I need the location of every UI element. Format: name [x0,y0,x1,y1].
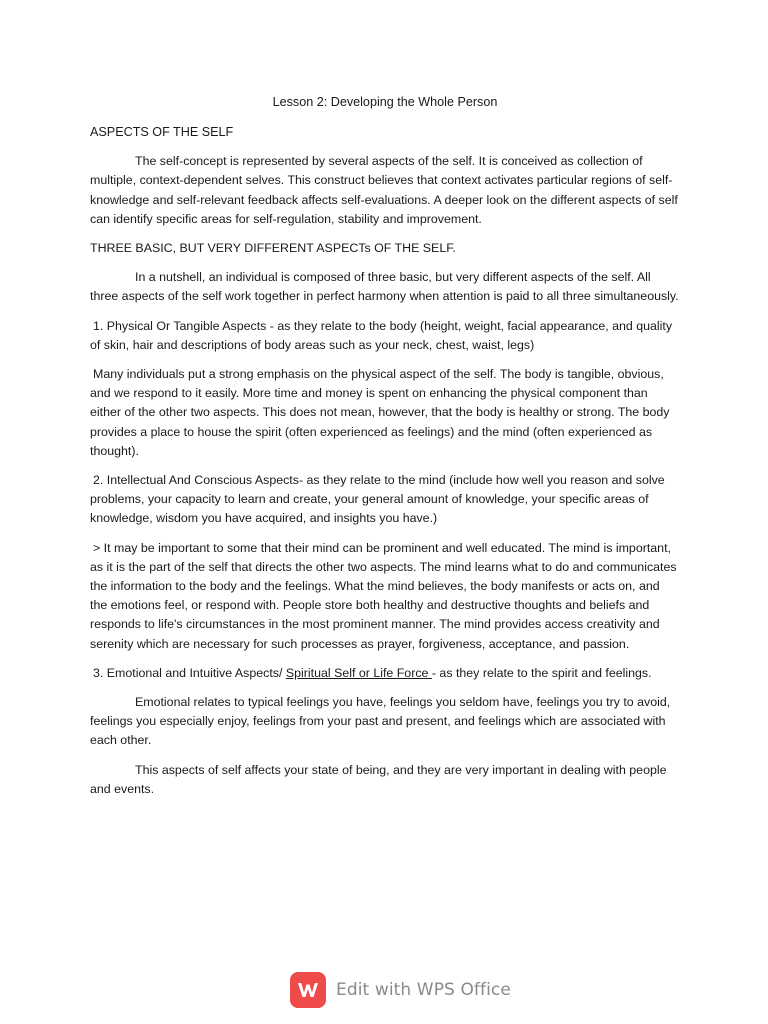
wps-edit-banner[interactable] [290,972,511,1008]
item-number: 1. [93,318,107,333]
intellectual-paragraph: > It may be important to some that their mind can be prominent and well educated. The mind is important, as it is the part of the self that directs the other two aspects. The mind learns what to do and communicates the information to the body and the feelings. What the mind believes, the body manifests or acts on, and the emotions feel, or respond with. People store both healthy and destructive thoughts and beliefs and responds to life's circumstances in the most prominent manner. The mind provides access creativity and serenity which are necessary for such processes as prayer, forgiveness, acceptance, and passion. [90,540,677,651]
subheading [90,239,680,258]
item-label-underlined: Spiritual Self or Life Force [285,665,432,680]
wps-edit-label: Edit with WPS Office [336,980,511,1000]
subheading-punct: . [452,241,456,256]
emotional-paragraph [90,693,680,751]
document-title: Lesson 2: Developing the Whole Person [272,95,498,109]
intro-paragraph: The self-concept is represented by several aspects of the self. It is conceived as collection of multiple, context-dependent selves. This construct believes that context activates particular regions of self-knowledge and self-relevant feedback affects self-evaluations. A deeper look on the different aspects of self can identify specific areas for self-regulation, stability and improvement. [90,154,678,226]
item-label: Physical Or Tangible Aspects [106,318,267,333]
emotional-text: relates to typical feelings you have, feelings you seldom have, feelings you try to avoid, feelings you especially enjoy, feelings from your past and present, and feelings which are associated with each other. [90,695,671,748]
item-label: Intellectual And Conscious Aspects [106,473,299,488]
closing-paragraph: This aspects of self affects your state of being, and they are very important in dealing with people and events. [90,762,667,796]
item-text: - as they relate to the body (height, weight, facial appearance, and quality of skin, hair and descriptions of body areas such as your neck, chest, waist, legs) [90,318,673,352]
nutshell-paragraph: In a nutshell, an individual is composed of three basic, but very different aspects of the self. All three aspects of the self work together in perfect harmony when attention is paid to all three simultaneously. [90,270,679,304]
wps-office-icon [290,972,326,1008]
aspect-item-emotional [90,664,680,683]
item-text: - as they relate to the mind (include how well you reason and solve problems, your capacity to learn and create, your general amount of knowledge, your specific areas of knowledge, wisdom you have acquired, and insights you have.) [90,473,665,526]
subheading-text: THREE BASIC, BUT VERY DIFFERENT ASPECTs OF THE SELF [90,241,453,256]
item-text: - as they relate to the spirit and feelings. [431,665,652,680]
aspect-item-intellectual [90,471,680,529]
item-number: 2. [93,473,107,488]
document-body [90,93,680,809]
physical-paragraph: Many individuals put a strong emphasis on the physical aspect of the self. The body is tangible, obvious, and we respond to it easily. More time and money is spent on enhancing the physical component than either of the other two aspects. This does not mean, however, that the body is healthy or strong. The body provides a place to house the spirit (often experienced as feelings) and the mind (often experienced as thought). [90,367,670,458]
emotional-term: Emotional [135,695,191,710]
item-label: Emotional and Intuitive Aspects/ [106,665,286,680]
item-number: 3. [93,665,107,680]
section-heading: ASPECTS OF THE SELF [90,125,234,139]
aspect-item-physical [90,317,680,355]
